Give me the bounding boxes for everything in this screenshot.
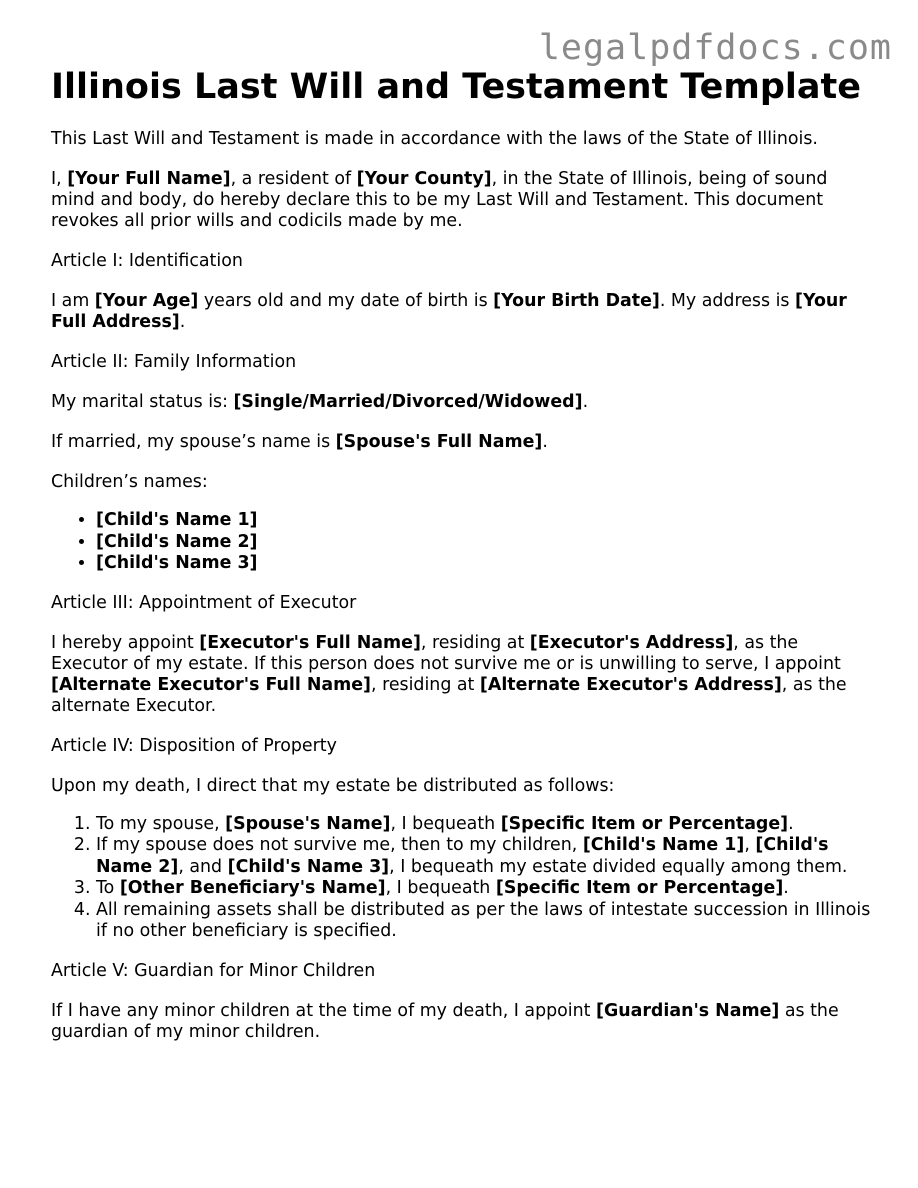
- document-title: Illinois Last Will and Testament Template: [51, 67, 861, 107]
- guardian-name-placeholder: [Guardian's Name]: [596, 1000, 780, 1021]
- article-3-heading: Article III: Appointment of Executor: [51, 592, 357, 613]
- article-5-paragraph: If I have any minor children at the time of my death, I appoint [Guardian's Name] as the guardian of my minor children.: [51, 1000, 839, 1042]
- executor-address-placeholder: [Executor's Address]: [529, 632, 734, 653]
- full-name-placeholder: [Your Full Name]: [67, 169, 231, 189]
- article-1-paragraph: I am [Your Age] years old and my date of birth is [Your Birth Date]. My address is [Your Full Address].: [51, 291, 847, 332]
- watermark: legalpdfdocs.com: [538, 28, 892, 68]
- spouse-name-placeholder: [Spouse's Full Name]: [335, 432, 543, 452]
- list-item: • [Child's Name 3]: [96, 553, 871, 575]
- list-item: 4. All remaining assets shall be distributed as per the laws of intestate succession in Illinois if no other beneficiary is specified.: [96, 900, 871, 943]
- list-item: • [Child's Name 1]: [96, 510, 871, 532]
- executor-name-placeholder: [Executor's Full Name]: [199, 632, 421, 653]
- document-body: [51, 66, 871, 1062]
- spouse-paragraph: If married, my spouse’s name is [Spouse's Full Name].: [51, 432, 548, 452]
- alt-executor-name-placeholder: [Alternate Executor's Full Name]: [51, 674, 372, 695]
- children-list: [51, 510, 871, 575]
- declaration-paragraph: I, [Your Full Name], a resident of [Your County], in the State of Illinois, being of sound mind and body, do hereby declare this to be my Last Will and Testament. This document revokes all prior wills and codicils made by me.: [51, 169, 828, 231]
- article-4-heading: Article IV: Disposition of Property: [51, 735, 337, 756]
- list-item: 2. If my spouse does not survive me, then to my children, [Child's Name 1], [Child's Name 2], and [Child's Name 3], I bequeath my estate divided equally among them.: [96, 835, 871, 878]
- county-placeholder: [Your County]: [356, 169, 492, 189]
- children-label: Children’s names:: [51, 472, 208, 492]
- marital-status-paragraph: My marital status is: [Single/Married/Divorced/Widowed].: [51, 392, 589, 412]
- article-3-paragraph: I hereby appoint [Executor's Full Name], residing at [Executor's Address], as the Executor of my estate. If this person does not survive me or is unwilling to serve, I appoint [Alternate Executor's Full Name], residing at [Alternate Executor's Address], as the alternate Executor.: [51, 632, 847, 716]
- list-item: 3. To [Other Beneficiary's Name], I bequeath [Specific Item or Percentage].: [96, 878, 871, 900]
- age-placeholder: [Your Age]: [94, 291, 199, 311]
- birth-date-placeholder: [Your Birth Date]: [493, 291, 660, 311]
- intro-paragraph: This Last Will and Testament is made in accordance with the laws of the State of Illinois.: [51, 129, 818, 149]
- disposition-list: [51, 814, 871, 943]
- article-2-heading: Article II: Family Information: [51, 352, 297, 372]
- article-5-heading: Article V: Guardian for Minor Children: [51, 960, 376, 981]
- address-placeholder: [Your Full Address]: [51, 291, 847, 332]
- article-4-intro: Upon my death, I direct that my estate be distributed as follows:: [51, 775, 615, 796]
- list-item: 1. To my spouse, [Spouse's Name], I bequeath [Specific Item or Percentage].: [96, 814, 871, 836]
- marital-status-placeholder: [Single/Married/Divorced/Widowed]: [233, 392, 583, 412]
- list-item: • [Child's Name 2]: [96, 532, 871, 554]
- alt-executor-address-placeholder: [Alternate Executor's Address]: [479, 674, 782, 695]
- article-1-heading: Article I: Identification: [51, 251, 243, 271]
